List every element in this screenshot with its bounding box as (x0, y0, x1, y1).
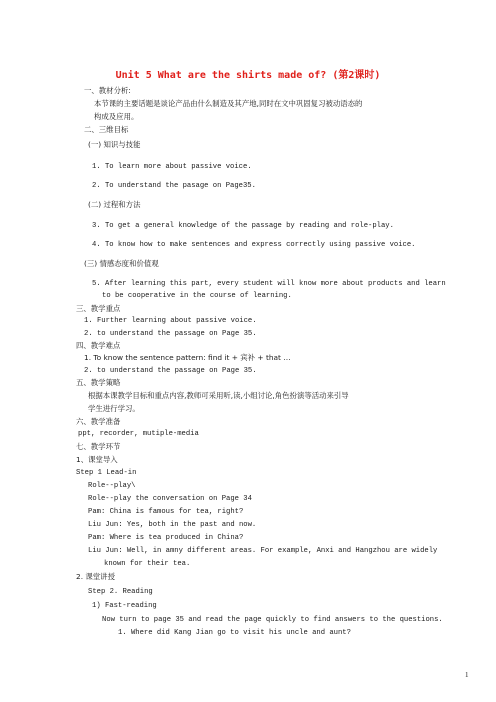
dialogue-line: Pam: China is famous for tea, right? (88, 508, 244, 516)
list-item: 5. After learning this part, every student will know more about products and learn (92, 280, 446, 288)
paragraph-line: 学生进行学习。 (88, 404, 140, 413)
paragraph-line: Role--play\ (88, 482, 136, 490)
subsection-heading: (二) 过程和方法 (88, 200, 141, 209)
section-heading: 三、教学重点 (76, 304, 121, 313)
dialogue-line-continuation: known for their tea. (104, 560, 191, 568)
dialogue-line: Pam: Where is tea produced in China? (88, 534, 244, 542)
dialogue-line: Liu Jun: Well, in amny different areas. For example, Anxi and Hangzhou are widely (88, 547, 438, 555)
section-heading: 一、教材分析: (84, 86, 131, 95)
section-heading: 四、教学难点 (76, 341, 121, 350)
list-item: 2. to understand the passage on Page 35. (84, 367, 257, 375)
question-item: 1. Where did Kang Jian go to visit his uncle and aunt? (118, 629, 351, 637)
list-item: 3. To get a general knowledge of the passage by reading and role-play. (92, 222, 394, 230)
section-heading: 七、教学环节 (76, 442, 121, 451)
subsection-heading: (三) 情感态度和价值观 (84, 259, 159, 268)
section-heading: 六、教学准备 (76, 417, 121, 426)
paragraph-line: 根据本课教学目标和重点内容,教师可采用听,读,小组讨论,角色扮演等活动来引导 (88, 391, 349, 400)
section-heading: 五、教学策略 (76, 378, 121, 387)
list-item: 1. To learn more about passive voice. (92, 163, 252, 171)
step-heading: 1、课堂导入 (76, 455, 118, 464)
document-title: Unit 5 What are the shirts made of? (第2课时) (115, 70, 381, 81)
paragraph-line: 本节课的主要话题是谈论产品由什么制造及其产地,同时在文中巩固复习被动语态的 (94, 99, 363, 108)
list-item: 2. to understand the passage on Page 35. (84, 330, 257, 338)
list-item: 2. To understand the pasage on Page35. (92, 182, 256, 190)
dialogue-line: Liu Jun: Yes, both in the past and now. (88, 521, 257, 529)
subsection-heading: (一) 知识与技能 (88, 140, 141, 149)
step-heading: Step 2. Reading (88, 588, 153, 596)
page-number: 1 (465, 671, 469, 679)
section-heading: 二、三维目标 (84, 125, 129, 134)
list-item: 1. To know the sentence pattern: find it + 宾补 + that … (84, 353, 291, 362)
paragraph-line: ppt, recorder, mutiple-media (78, 430, 199, 438)
list-item: 4. To know how to make sentences and express correctly using passive voice. (92, 241, 416, 249)
section-heading: 2. 课堂讲授 (76, 572, 115, 581)
list-item-continuation: to be cooperative in the course of learning. (102, 292, 292, 300)
paragraph-line: Now turn to page 35 and read the page quickly to find answers to the questions. (102, 616, 443, 624)
paragraph-line: 构成及应用。 (94, 112, 139, 121)
list-item: 1. Further learning about passive voice. (84, 317, 257, 325)
paragraph-line: Role--play the conversation on Page 34 (88, 495, 252, 503)
subsection-heading: 1) Fast-reading (92, 602, 157, 610)
step-heading: Step 1 Lead-in (76, 469, 137, 477)
